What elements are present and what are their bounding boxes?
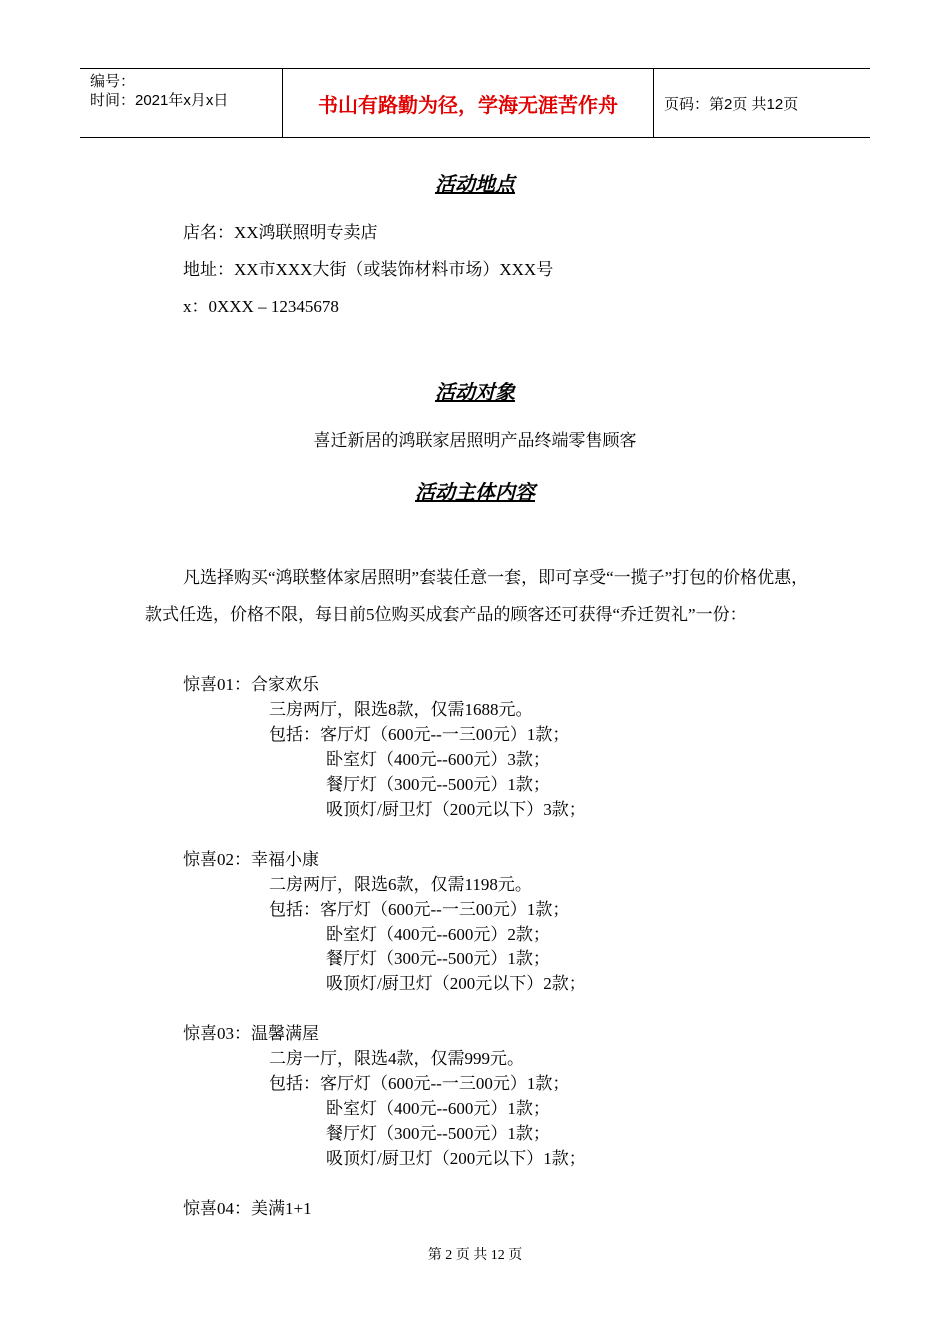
audience-heading: 活动对象 [435,380,515,404]
page-footer: 第 2 页 共 12 页 [427,1248,523,1263]
document-number: 编号： [90,73,136,90]
surprise-desc: 二房一厅，限选4款，仅需999元。 [269,1049,524,1068]
content-heading: 活动主体内容 [415,480,535,504]
header-meta [80,69,283,137]
audience-text: 喜迁新居的鸿联家居照明产品终端零售顾客 [313,431,637,450]
page-header [80,68,870,138]
surprise-item: 吸顶灯/厨卫灯（200元以下）3款； [326,800,586,819]
surprise-title: 惊喜03：温馨满屋 [183,1024,319,1043]
surprise-item: 餐厅灯（300元--500元）1款； [326,949,550,968]
surprise-item: 卧室灯（400元--600元）1款； [326,1099,550,1118]
surprise-title: 惊喜02：幸福小康 [183,850,319,869]
surprise-title: 惊喜01：合家欢乐 [183,675,319,694]
surprise-desc: 三房两厅，限选8款，仅需1688元。 [269,700,533,719]
surprise-item: 吸顶灯/厨卫灯（200元以下）1款； [326,1149,586,1168]
document-time: 时间：2021年x月x日 [90,92,229,109]
surprise-include: 包括：客厅灯（600元--一三00元）1款； [269,1074,570,1093]
surprise-desc: 二房两厅，限选6款，仅需1198元。 [269,875,532,894]
store-address: 地址：XX市XXX大街（或装饰材料市场）XXX号 [183,260,554,279]
store-name: 店名：XX鸿联照明专卖店 [183,223,378,242]
surprise-item: 吸顶灯/厨卫灯（200元以下）2款； [326,974,586,993]
header-page-number: 页码：第2页 共12页 [664,95,799,113]
surprise-item: 餐厅灯（300元--500元）1款； [326,775,550,794]
surprise-item: 卧室灯（400元--600元）2款； [326,925,550,944]
store-phone: x：0XXX – 12345678 [183,297,339,316]
surprise-include: 包括：客厅灯（600元--一三00元）1款； [269,900,570,919]
content-intro: 凡选择购买“鸿联整体家居照明”套装任意一套，即可享受“一揽子”打包的价格优惠，款式任选，价格不限，每日前5位购买成套产品的顾客还可获得“乔迁贺礼”一份： [145,568,809,624]
surprise-item: 卧室灯（400元--600元）3款； [326,750,550,769]
location-heading: 活动地点 [435,172,515,196]
surprise-include: 包括：客厅灯（600元--一三00元）1款； [269,725,570,744]
surprise-title: 惊喜04：美满1+1 [183,1199,312,1218]
header-motto: 书山有路勤为径，学海无涯苦作舟 [283,69,654,137]
surprise-item: 餐厅灯（300元--500元）1款； [326,1124,550,1143]
